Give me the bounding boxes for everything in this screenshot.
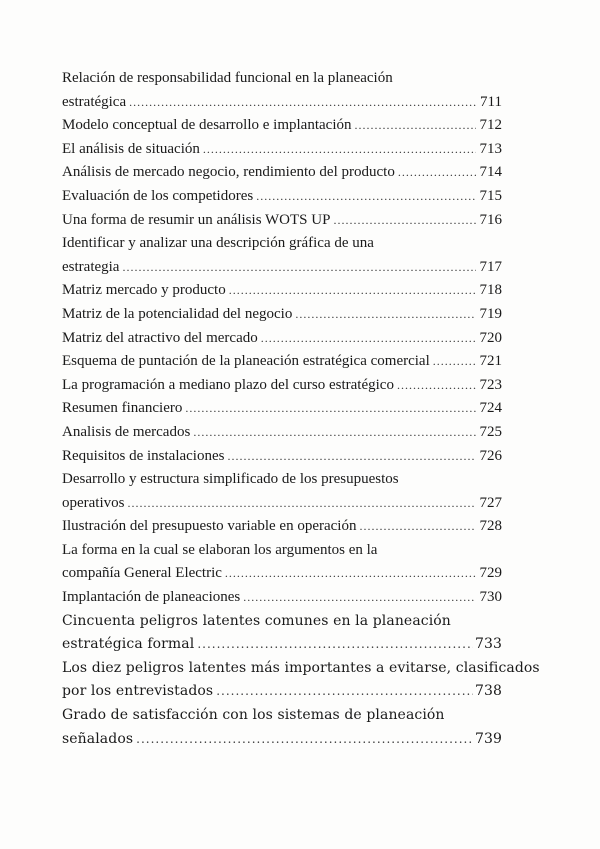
toc-entry-leader-line	[62, 728, 502, 752]
toc-entry-leader-line	[62, 515, 502, 539]
toc-entry-leader-line	[62, 562, 502, 586]
dot-leader	[136, 728, 473, 752]
toc-entry-page-number: 729	[479, 565, 502, 582]
table-of-contents	[62, 67, 540, 751]
toc-entry-leader-line	[62, 185, 502, 209]
toc-entry-title: Modelo conceptual de desarrollo e implantación	[62, 117, 352, 134]
toc-entry-title: El análisis de situación	[62, 140, 200, 157]
toc-entry-leader-line	[62, 138, 502, 162]
dot-leader	[197, 633, 473, 657]
toc-entry-page-number: 728	[479, 518, 502, 535]
toc-entry-title: operativos	[62, 494, 125, 511]
dot-leader	[229, 279, 476, 303]
toc-entry-title: Matriz mercado y producto	[62, 282, 226, 299]
toc-entry-page-number: 711	[480, 93, 502, 110]
toc-entry-leader-line	[62, 374, 502, 398]
toc-entry-page-number: 738	[474, 683, 502, 700]
dot-leader	[216, 680, 473, 704]
toc-entry	[62, 279, 502, 303]
toc-entry-page-number: 724	[479, 400, 502, 417]
toc-entry	[62, 397, 502, 421]
toc-entry	[62, 704, 502, 751]
toc-entry	[62, 586, 502, 610]
toc-entry	[62, 67, 502, 114]
dot-leader	[203, 138, 476, 162]
dot-leader	[193, 421, 476, 445]
dot-leader	[129, 91, 476, 115]
toc-entry	[62, 515, 502, 539]
toc-entry-page-number: 719	[479, 305, 502, 322]
toc-entry-title-line: Los diez peligros latentes más importantes a evitarse, clasificados	[62, 659, 540, 676]
toc-entry-page-number: 716	[479, 211, 502, 228]
toc-entry-page-number: 730	[479, 589, 502, 606]
toc-entry-leader-line	[62, 421, 502, 445]
toc-entry-title: Evaluación de los competidores	[62, 187, 254, 204]
toc-entry-page-number: 739	[474, 730, 502, 747]
toc-entry	[62, 350, 502, 374]
toc-entry-leader-line	[62, 397, 502, 421]
toc-entry-page-number: 713	[479, 140, 502, 157]
toc-entry	[62, 114, 502, 138]
toc-entry-title: Matriz del atractivo del mercado	[62, 329, 258, 346]
toc-entry	[62, 161, 502, 185]
toc-entry	[62, 468, 502, 515]
toc-entry-title: estratégica	[62, 93, 127, 110]
toc-entry-page-number: 714	[479, 164, 502, 181]
dot-leader	[185, 397, 476, 421]
toc-entry-title: Esquema de puntación de la planeación estratégica comercial	[62, 353, 430, 370]
dot-leader	[359, 515, 476, 539]
toc-entry-title: Matriz de la potencialidad del negocio	[62, 305, 293, 322]
toc-entry	[62, 421, 502, 445]
toc-entry	[62, 232, 502, 279]
toc-entry-title-line: Identificar y analizar una descripción gráfica de una	[62, 235, 374, 252]
dot-leader	[243, 586, 476, 610]
toc-entry-page-number: 727	[479, 494, 502, 511]
dot-leader	[256, 185, 476, 209]
toc-entry	[62, 209, 502, 233]
dot-leader	[127, 492, 476, 516]
toc-entry-title: Resumen financiero	[62, 400, 183, 417]
toc-entry-leader-line	[62, 114, 502, 138]
toc-entry-page-number: 733	[474, 636, 502, 653]
toc-entry-title: estratégica formal	[62, 636, 195, 653]
toc-entry-page-number: 723	[479, 376, 502, 393]
toc-entry-leader-line	[62, 303, 502, 327]
toc-entry	[62, 138, 502, 162]
toc-entry-leader-line	[62, 256, 502, 280]
toc-entry-page-number: 717	[479, 258, 502, 275]
toc-entry-leader-line	[62, 445, 502, 469]
toc-entry-title-line: Desarrollo y estructura simplificado de los presupuestos	[62, 471, 399, 488]
toc-entry-page-number: 712	[479, 117, 502, 134]
toc-entry-leader-line	[62, 680, 502, 704]
toc-entry	[62, 327, 502, 351]
toc-entry	[62, 657, 540, 704]
toc-entry-title: señalados	[62, 730, 134, 747]
toc-entry-leader-line	[62, 279, 502, 303]
toc-entry-title: Ilustración del presupuesto variable en operación	[62, 518, 357, 535]
toc-entry	[62, 539, 502, 586]
toc-entry-leader-line	[62, 161, 502, 185]
dot-leader	[227, 445, 476, 469]
toc-entry-title: Análisis de mercado negocio, rendimiento del producto	[62, 164, 395, 181]
toc-entry-title-line: Cincuenta peligros latentes comunes en la planeación	[62, 612, 451, 629]
toc-entry-title: Implantación de planeaciones	[62, 589, 241, 606]
toc-entry-title: estrategia	[62, 258, 120, 275]
toc-entry-title-line: Relación de responsabilidad funcional en la planeación	[62, 70, 393, 86]
toc-entry	[62, 303, 502, 327]
toc-entry	[62, 610, 502, 657]
toc-entry-title-line: Grado de satisfacción con los sistemas de planeación	[62, 707, 445, 724]
toc-entry-leader-line	[62, 586, 502, 610]
toc-entry-leader-line	[62, 91, 502, 115]
toc-entry-page-number: 725	[479, 423, 502, 440]
toc-entry-title: Una forma de resumir un análisis WOTS UP	[62, 211, 331, 228]
dot-leader	[122, 256, 476, 280]
toc-entry-leader-line	[62, 492, 502, 516]
dot-leader	[397, 374, 476, 398]
dot-leader	[295, 303, 476, 327]
dot-leader	[225, 562, 476, 586]
toc-entry-page-number: 726	[479, 447, 502, 464]
toc-entry-title: Requisitos de instalaciones	[62, 447, 225, 464]
toc-entry-leader-line	[62, 209, 502, 233]
toc-entry-page-number: 721	[479, 353, 502, 370]
dot-leader	[398, 161, 476, 185]
toc-entry-leader-line	[62, 633, 502, 657]
toc-entry-leader-line	[62, 350, 502, 374]
toc-entry-title: por los entrevistados	[62, 683, 214, 700]
dot-leader	[261, 327, 476, 351]
toc-entry	[62, 445, 502, 469]
dot-leader	[354, 114, 476, 138]
toc-entry	[62, 185, 502, 209]
toc-entry-page-number: 715	[479, 187, 502, 204]
toc-entry-title: compañía General Electric	[62, 565, 222, 582]
toc-entry	[62, 374, 502, 398]
toc-entry-page-number: 720	[479, 329, 502, 346]
dot-leader	[433, 350, 476, 374]
toc-entry-title: Analisis de mercados	[62, 423, 191, 440]
toc-entry-title-line: La forma en la cual se elaboran los argumentos en la	[62, 541, 378, 558]
toc-entry-leader-line	[62, 327, 502, 351]
toc-entry-page-number: 718	[479, 282, 502, 299]
dot-leader	[333, 209, 476, 233]
toc-entry-title: La programación a mediano plazo del curso estratégico	[62, 376, 394, 393]
